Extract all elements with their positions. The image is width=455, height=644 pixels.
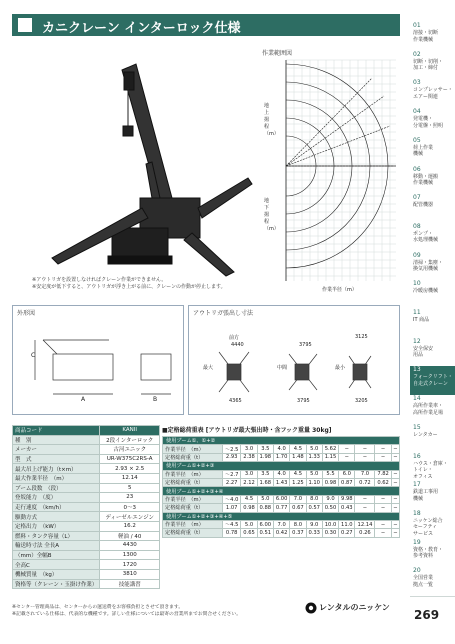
category-tab-number: 13 <box>413 366 421 374</box>
category-tab-number: 17 <box>413 481 421 489</box>
spec-row <box>13 464 160 474</box>
radius-cell: 10.0 <box>322 520 338 528</box>
radius-cell: 11.0 <box>339 520 355 528</box>
category-tab-number: 12 <box>413 337 421 345</box>
radius-cell: 3.0 <box>241 470 257 478</box>
radius-cell: 9.0 <box>322 495 338 503</box>
category-tab-label: 移動・運搬 <box>413 173 439 180</box>
spec-header-row <box>13 426 160 436</box>
page-title: カニクレーン インターロック仕様 <box>42 21 241 36</box>
radius-cell: 6.00 <box>273 495 289 503</box>
load-cell: 0.87 <box>339 478 355 486</box>
load-cell: 2.12 <box>241 478 257 486</box>
outrigger-dimensions <box>188 305 400 415</box>
category-tab-label: 作業機械 <box>413 36 434 43</box>
load-cell: 0.57 <box>306 504 322 512</box>
spec-value: 軽油 / 40 <box>100 531 160 541</box>
radius-cell: 5.0 <box>241 520 257 528</box>
load-cell: 1.10 <box>306 478 322 486</box>
load-cell: 0.77 <box>273 504 289 512</box>
load-cell: 1.07 <box>223 504 241 512</box>
load-cell: 0.51 <box>257 529 273 537</box>
load-cell: 1.48 <box>290 453 306 461</box>
spec-key: 輸送時寸法 全長A <box>13 541 100 551</box>
crane-photo <box>12 48 256 294</box>
spec-key: 最大吊上げ能力（t×m） <box>13 464 100 474</box>
radius-cell: 7.0 <box>355 470 375 478</box>
spec-key: 最大作業半径 （m） <box>13 473 100 483</box>
dim-rear-min: 3205 <box>355 398 368 404</box>
category-tab-20[interactable] <box>410 567 455 597</box>
boom-group-label: 使用ブーム①+②+③ <box>163 462 400 470</box>
note-line: ※アウトリガを設置しなければクレーン作業ができません。 <box>32 277 167 283</box>
category-tab-label: 用品 <box>413 352 424 359</box>
category-tab-number: 10 <box>413 280 421 288</box>
dim-label-c: C <box>31 352 36 359</box>
spec-key: 機械質量 （kg） <box>13 569 100 579</box>
load-cell: 0.27 <box>339 529 355 537</box>
load-cell: 0.50 <box>322 504 338 512</box>
radius-cell: 12.14 <box>355 520 375 528</box>
radius-cell: − <box>375 520 391 528</box>
radius-cell: 5.62 <box>322 445 338 453</box>
spec-row <box>13 579 160 589</box>
load-cell: − <box>393 454 398 461</box>
spec-key: 全高C <box>13 560 100 570</box>
dim-rear-max: 4365 <box>229 398 242 404</box>
spec-row <box>13 521 160 531</box>
category-tab-number: 15 <box>413 423 421 431</box>
load-cell: 1.15 <box>322 453 338 461</box>
label-max: 最大 <box>203 365 214 371</box>
category-tab-label: 切断・切削・ <box>413 58 444 65</box>
spec-key: 登坂能力 （度） <box>13 493 100 503</box>
radius-cell: 3.5 <box>257 470 273 478</box>
category-tab-03[interactable] <box>410 79 455 109</box>
radius-row-label: 作業半径 （m） <box>163 495 223 503</box>
range-diagram <box>262 56 400 292</box>
radius-row <box>163 445 400 453</box>
spec-value: UR-W375C2RS-A <box>100 454 160 464</box>
note-line: ※安定度が低下すると、アウトリガが浮き上がる前に、クレーンの作動が停止します。 <box>32 284 226 290</box>
radius-cell: 〜2.7 <box>223 470 241 478</box>
spec-row <box>13 483 160 493</box>
category-tab-label: 全国営業 <box>413 575 434 582</box>
category-tab-number: 16 <box>413 452 421 460</box>
category-tab-label: 作業機械 <box>413 180 434 186</box>
category-tab-label: 安全保安 <box>413 345 434 352</box>
category-tab-10[interactable] <box>410 280 455 310</box>
category-tab-label: 溶接・切断 <box>413 30 439 36</box>
dim-front-min: 3125 <box>355 334 368 340</box>
radius-cell: 5.5 <box>322 470 338 478</box>
category-tab-number: 18 <box>413 509 421 517</box>
radius-cell: 7.0 <box>273 520 289 528</box>
load-row-label: 定格総荷重（t） <box>163 478 223 486</box>
boom-angle-line <box>286 78 372 166</box>
category-tab-14[interactable] <box>410 395 455 425</box>
radius-cell: − <box>355 445 375 453</box>
dim-front-mid: 3795 <box>299 342 312 348</box>
category-tab-label: 水処理機械 <box>413 237 439 244</box>
category-tab-number: 19 <box>413 538 421 546</box>
load-cell: 2.27 <box>223 478 241 486</box>
category-tab-label: IT 商品 <box>413 317 430 323</box>
category-tab-label: 参考資料 <box>413 553 434 560</box>
category-tab-label: トイレ・ <box>413 467 433 473</box>
load-cell: 1.33 <box>306 453 322 461</box>
label-min: 最小 <box>335 365 346 371</box>
category-tab-12[interactable] <box>410 338 455 368</box>
load-cell: 0.78 <box>223 529 241 537</box>
category-tab-number: 11 <box>413 309 421 316</box>
category-tab-label: 鉄道工事用 <box>413 489 439 496</box>
category-tab-label: 荷上作業 <box>413 144 434 151</box>
category-tab-number: 01 <box>413 22 421 29</box>
spec-key: （mm）全幅B <box>13 550 100 560</box>
category-tab-label: 冷暖房機械 <box>413 288 439 295</box>
category-tab-label: 自走式クレーン <box>413 380 448 387</box>
outline-title: 外形図 <box>17 310 36 317</box>
radius-cell: − <box>393 471 398 478</box>
category-tab-15[interactable] <box>410 424 455 454</box>
radius-cell: − <box>355 495 375 503</box>
footer-notes <box>12 604 312 618</box>
load-row-label: 定格総荷重（t） <box>163 529 223 537</box>
load-cell: 0.67 <box>290 504 306 512</box>
label-front: 前方 <box>229 335 240 341</box>
spec-key: 燃料・タンク容量（L） <box>13 531 100 541</box>
label-mid: 中間 <box>277 365 288 371</box>
load-cell: 0.37 <box>290 529 306 537</box>
load-cell: 0.98 <box>322 478 338 486</box>
radius-cell: 8.0 <box>306 495 322 503</box>
y-label-top: 地上揚程（m） <box>264 103 279 137</box>
category-tab-16[interactable] <box>410 453 455 483</box>
category-tab-06[interactable] <box>410 166 455 196</box>
load-cell: − <box>393 504 398 511</box>
chart-title: 作業範囲図 <box>262 50 293 57</box>
category-tab-number: 05 <box>413 136 421 144</box>
spec-table <box>12 425 160 589</box>
category-tab-number: 14 <box>413 395 421 403</box>
category-tab-label: ポンプ・ <box>413 230 434 237</box>
load-cell: 1.70 <box>273 453 289 461</box>
category-tab-number: 04 <box>413 108 421 116</box>
radius-cell: − <box>339 445 355 453</box>
spec-value: 12.14 <box>100 473 160 483</box>
radius-cell: 6.00 <box>257 520 273 528</box>
radius-row <box>163 520 400 528</box>
radius-row <box>163 495 400 503</box>
radius-cell: − <box>375 445 391 453</box>
spec-value: 1720 <box>100 560 160 570</box>
crane-illustration <box>12 48 256 278</box>
category-tab-number: 07 <box>413 194 421 202</box>
spec-header-value: KANII <box>100 426 160 436</box>
load-cell: 0.43 <box>339 504 355 512</box>
radius-cell: 4.5 <box>241 495 257 503</box>
radius-cell: − <box>393 446 398 453</box>
category-tab-04[interactable] <box>410 108 455 138</box>
radius-row-label: 作業半径 （m） <box>163 445 223 453</box>
spec-row <box>13 569 160 579</box>
spec-key: メーカー <box>13 445 100 455</box>
category-tab-number: 06 <box>413 165 421 173</box>
category-tab-label: サービス <box>413 530 434 537</box>
category-tab-label: フォークリフト・ <box>413 374 453 381</box>
category-tab-label: 機械 <box>413 495 424 502</box>
category-tab-label: 資格・教育・ <box>413 546 444 553</box>
boom-group-label: 使用ブーム①+②+③+④+⑤ <box>163 512 400 520</box>
category-sidebar <box>410 22 455 597</box>
category-tab-label: 高所作業足場 <box>413 409 444 416</box>
category-tab-label: セーフティ <box>413 524 438 531</box>
category-tab-07[interactable] <box>410 194 455 224</box>
dim-rear-mid: 3795 <box>297 398 310 404</box>
spec-row <box>13 512 160 522</box>
spec-row <box>13 531 160 541</box>
dim-front-max: 4440 <box>231 342 244 348</box>
load-cell: 0.88 <box>257 504 273 512</box>
spec-key: 型 式 <box>13 454 100 464</box>
category-tab-05[interactable] <box>410 137 455 167</box>
category-tab-17[interactable] <box>410 481 455 511</box>
page-number: 269 <box>414 608 440 622</box>
boom-group-label: 使用ブーム①、①+② <box>163 437 400 445</box>
radius-cell: 9.98 <box>339 495 355 503</box>
load-table <box>162 425 400 538</box>
spec-key: 定格出力 （kW） <box>13 521 100 531</box>
load-cell: − <box>393 479 398 486</box>
boom-group-row <box>163 437 400 445</box>
category-tab-label: ニッケン総合 <box>413 517 443 524</box>
load-cell: 0.26 <box>355 529 375 537</box>
outline-drawing <box>12 305 184 415</box>
spec-row <box>13 550 160 560</box>
x-label: 作業半径（m） <box>322 287 357 293</box>
spec-row <box>13 541 160 551</box>
category-tab-label: オフィス <box>413 473 433 480</box>
load-cell: 1.43 <box>273 478 289 486</box>
page-header <box>12 14 400 36</box>
spec-row <box>13 560 160 570</box>
brand-name: レンタルのニッケン <box>319 603 390 612</box>
load-cell: 2.93 <box>223 453 241 461</box>
load-row <box>163 478 400 486</box>
spec-key: ブーム段数 （段） <box>13 483 100 493</box>
spec-key: 資格等（クレーン・玉掛け作業） <box>13 579 100 589</box>
category-tab-label: コンプレッサー・ <box>413 87 453 94</box>
load-row <box>163 529 400 537</box>
radius-cell: 4.5 <box>290 445 306 453</box>
load-cell: 1.25 <box>290 478 306 486</box>
load-cell: 0.33 <box>306 529 322 537</box>
spec-value: 1300 <box>100 550 160 560</box>
spec-row <box>13 454 160 464</box>
category-tab-18[interactable] <box>410 510 455 540</box>
radius-cell: 8.0 <box>290 520 306 528</box>
radius-cell: − <box>393 496 398 503</box>
working-range-chart <box>262 48 400 294</box>
category-tab-number: 02 <box>413 50 421 58</box>
spec-key: 種 別 <box>13 435 100 445</box>
category-tab-label: 加工・締付 <box>413 65 439 72</box>
load-cell: 1.98 <box>257 453 273 461</box>
radius-cell: 9.0 <box>306 520 322 528</box>
radius-cell: 5.0 <box>306 470 322 478</box>
load-cell: 0.65 <box>241 529 257 537</box>
spec-value: 2段インターロック <box>100 435 160 445</box>
radius-cell: 4.5 <box>290 470 306 478</box>
load-cell: 0.72 <box>355 478 375 486</box>
radius-row <box>163 470 400 478</box>
category-tab-13[interactable] <box>410 366 455 396</box>
radius-cell: 4.0 <box>273 470 289 478</box>
spec-value: 16.2 <box>100 521 160 531</box>
category-tab-label: 機械 <box>413 151 424 158</box>
load-cell: 1.68 <box>257 478 273 486</box>
category-tab-number: 08 <box>413 222 421 230</box>
category-tab-label: 分電盤・照明 <box>413 122 444 129</box>
brand-logo <box>305 600 405 616</box>
load-cell: − <box>375 504 391 512</box>
spec-value: 2.93 × 2.5 <box>100 464 160 474</box>
category-tab-label: 配管機器 <box>413 202 434 209</box>
spec-value: 0〜3 <box>100 502 160 512</box>
radius-cell: − <box>393 521 398 528</box>
radius-cell: 4.0 <box>273 445 289 453</box>
spec-row <box>13 445 160 455</box>
category-tab-label: 拠点一覧 <box>413 581 434 588</box>
spec-value: 3810 <box>100 569 160 579</box>
spec-key: 駆動方式 <box>13 512 100 522</box>
brand-mark-icon <box>305 602 317 614</box>
load-cell: 0.62 <box>375 478 391 486</box>
category-tab-label: 清掃・集塵・ <box>413 259 444 266</box>
radius-cell: 3.5 <box>257 445 273 453</box>
spec-row <box>13 473 160 483</box>
load-cell: − <box>339 453 355 461</box>
spec-value: 5 <box>100 483 160 493</box>
load-table-title: ■定格総荷重表 [アウトリガ最大張出時・含フック重量 30kg] <box>162 427 332 434</box>
spec-value: 4430 <box>100 541 160 551</box>
load-row <box>163 453 400 461</box>
footer-note: ※センター管理商品は、センターからの運送費をお客様負担とさせて頂きます。 <box>12 605 184 610</box>
load-row-label: 定格総荷重（t） <box>163 453 223 461</box>
boom-group-row <box>163 487 400 495</box>
category-tab-02[interactable] <box>410 51 455 81</box>
spec-key: 走行速度 （km/h） <box>13 502 100 512</box>
radius-cell: 5.0 <box>257 495 273 503</box>
radius-cell: 6.0 <box>339 470 355 478</box>
radius-cell: 7.0 <box>290 495 306 503</box>
category-tab-number: 09 <box>413 251 421 259</box>
load-cell: − <box>355 504 375 512</box>
spec-value: 古河ユニック <box>100 445 160 455</box>
boom-group-row <box>163 462 400 470</box>
category-tab-09[interactable] <box>410 252 455 282</box>
radius-row-label: 作業半径 （m） <box>163 470 223 478</box>
radius-cell: 〜2.5 <box>223 445 241 453</box>
outrigger-title: アウトリガ張出し寸法 <box>193 310 253 317</box>
load-cell: 0.30 <box>322 529 338 537</box>
radius-cell: 3.0 <box>241 445 257 453</box>
category-tab-19[interactable] <box>410 539 455 569</box>
load-row-label: 定格総荷重（t） <box>163 504 223 512</box>
load-cell: 2.38 <box>241 453 257 461</box>
radius-row-label: 作業半径 （m） <box>163 520 223 528</box>
load-row <box>163 504 400 512</box>
footer-note: ※記載されている仕様は、代表的な機種です。詳しい仕様については最寄の営業所までお問合せください。 <box>12 612 241 617</box>
category-tab-11[interactable] <box>410 309 455 339</box>
load-cell: 0.98 <box>241 504 257 512</box>
category-tab-08[interactable] <box>410 223 455 253</box>
category-tab-label: 発電機・ <box>413 116 434 123</box>
dim-label-a: A <box>81 396 86 403</box>
load-cell: − <box>375 453 391 461</box>
outline-figure <box>13 314 183 414</box>
radius-cell: 〜4.0 <box>223 495 241 503</box>
category-tab-number: 20 <box>413 567 421 575</box>
load-cell: 0.42 <box>273 529 289 537</box>
radius-cell: 〜4.5 <box>223 520 241 528</box>
spec-header-key: 商品コード <box>13 426 100 436</box>
radius-cell: 5.0 <box>306 445 322 453</box>
category-tab-label: ハウス・倉庫・ <box>413 460 448 467</box>
outrigger-notes <box>32 277 262 291</box>
radius-cell: 7.82 <box>375 470 391 478</box>
category-tab-number: 03 <box>413 79 421 87</box>
category-tab-label: エアー関連 <box>413 93 438 100</box>
dim-label-b: B <box>153 396 158 403</box>
load-cell: − <box>355 453 375 461</box>
spec-row <box>13 435 160 445</box>
spec-value: 23 <box>100 493 160 503</box>
spec-row <box>13 493 160 503</box>
boom-group-label: 使用ブーム①+②+③+④ <box>163 487 400 495</box>
spec-value: ディーゼルエンジン <box>100 512 160 522</box>
category-tab-label: 換気用機械 <box>413 266 439 273</box>
category-tab-label: 高所作業車・ <box>413 403 444 410</box>
category-tab-01[interactable] <box>410 22 455 52</box>
load-cell: − <box>393 529 398 536</box>
category-tab-label: レンタカー <box>413 431 438 438</box>
load-cell: − <box>375 529 391 537</box>
boom-group-row <box>163 512 400 520</box>
spec-value: 技能講習 <box>100 579 160 589</box>
radius-cell: − <box>375 495 391 503</box>
y-label-bottom: 地下揚程（m） <box>264 198 279 232</box>
spec-row <box>13 502 160 512</box>
header-square-icon <box>18 18 32 32</box>
